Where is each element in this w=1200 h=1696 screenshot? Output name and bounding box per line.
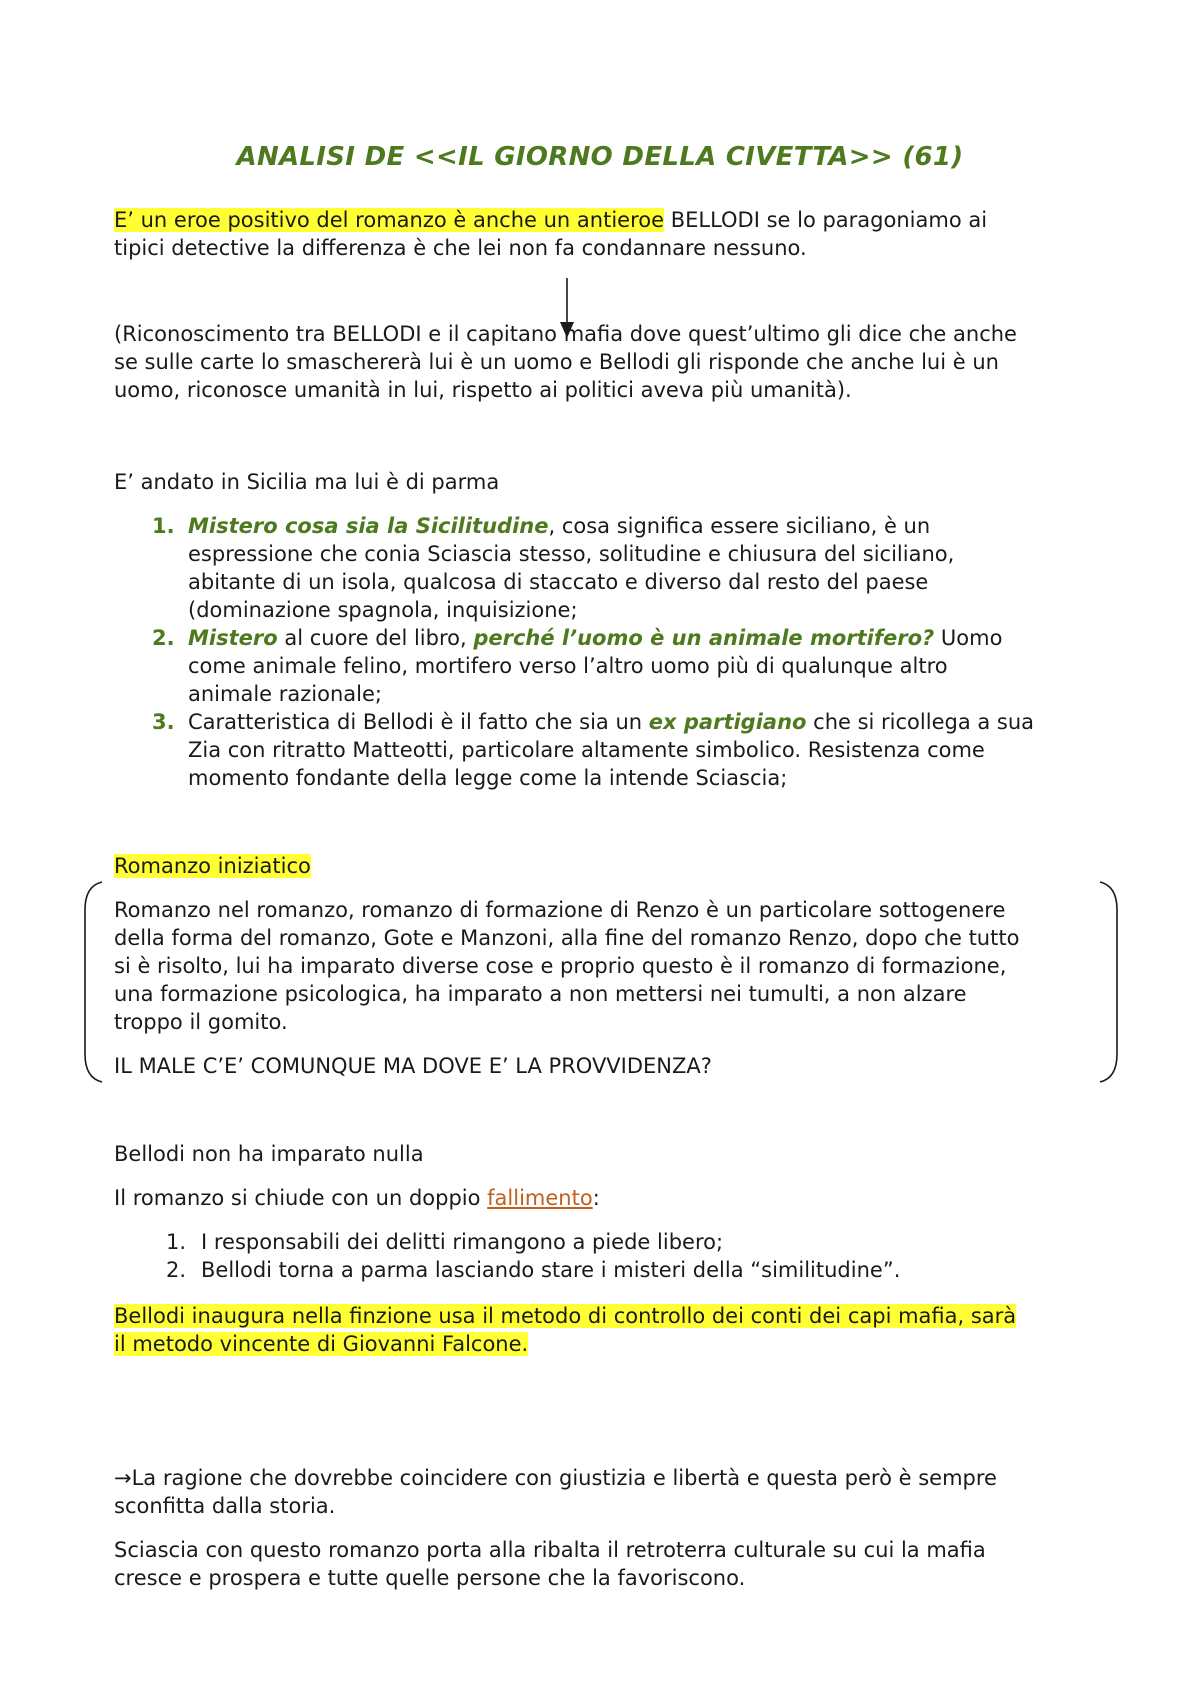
intro-paragraph: E’ un eroe positivo del romanzo è anche un antieroe BELLODI se lo paragoniamo ai tipici detective la differenza è che lei non fa condannare nessuno.	[114, 208, 988, 260]
document-title: ANALISI DE <<IL GIORNO DELLA CIVETTA>> (61)	[236, 142, 964, 172]
failure-paragraph: Il romanzo si chiude con un doppio fallimento:	[114, 1186, 600, 1210]
recognition-paragraph: (Riconoscimento tra BELLODI e il capitano mafia dove quest’ultimo gli dice che anche se sulle carte lo smaschererà lui è un uomo e Bellodi gli risponde che anche lui è un uomo, riconosce umanità in lui, rispetto ai politici aveva più umanità).	[114, 322, 1017, 402]
right-arrow-icon: →	[114, 1466, 132, 1490]
left-brace-icon	[82, 880, 104, 1084]
novel-in-novel-paragraph: Romanzo nel romanzo, romanzo di formazione di Renzo è un particolare sottogenere della forma del romanzo, Gote e Manzoni, alla fine del romanzo Renzo, dopo che tutto si è risolto, lui ha imparato diverse cose e proprio questo è il romanzo di formazione, una formazione psicologica, ha imparato a non mettersi nei tumulti, a non alzare troppo il gomito.	[114, 898, 1020, 1034]
reason-paragraph: →La ragione che dovrebbe coincidere con giustizia e libertà e questa però è sempre sconfitta dalla storia.	[114, 1466, 997, 1518]
failure-list	[114, 1228, 1094, 1284]
initiation-heading: Romanzo iniziatico	[114, 854, 311, 878]
list-item: 3. Caratteristica di Bellodi è il fatto che sia un ex partigiano che si ricollega a sua Zia con ritratto Matteotti, particolare altamente simbolico. Resistenza come momento fondante della legge come la intende Sciascia;	[152, 710, 1035, 790]
list-item: 2. Bellodi torna a parma lasciando stare i misteri della “similitudine”.	[166, 1258, 901, 1282]
sicily-paragraph: E’ andato in Sicilia ma lui è di parma	[114, 470, 500, 494]
providence-question: IL MALE C’E’ COMUNQUE MA DOVE E’ LA PROVVIDENZA?	[114, 1054, 712, 1078]
bellodi-learned-paragraph: Bellodi non ha imparato nulla	[114, 1142, 424, 1166]
falcone-paragraph: Bellodi inaugura nella finzione usa il metodo di controllo dei conti dei capi mafia, sarà il metodo vincente di Giovanni Falcone.	[114, 1304, 1017, 1356]
list-item: 1. Mistero cosa sia la Sicilitudine, cosa significa essere siciliano, è un espressione che conia Sciascia stesso, solitudine e chiusura del siciliano, abitante di un isola, qualcosa di staccato e diverso dal resto del paese (dominazione spagnola, inquisizione;	[152, 514, 955, 622]
mystery-list	[114, 512, 1094, 792]
failure-link[interactable]: fallimento	[487, 1186, 593, 1210]
right-brace-icon	[1098, 880, 1120, 1084]
list-item: 1. I responsabili dei delitti rimangono a piede libero;	[166, 1230, 724, 1254]
list-item: 2. Mistero al cuore del libro, perché l’uomo è un animale mortifero? Uomo come animale felino, mortifero verso l’altro uomo più di qualunque altro animale razionale;	[152, 626, 1003, 706]
highlighted-text: E’ un eroe positivo del romanzo è anche un antieroe	[114, 208, 665, 232]
conclusion-paragraph: Sciascia con questo romanzo porta alla ribalta il retroterra culturale su cui la mafia cresce e prospera e tutte quelle persone che la favoriscono.	[114, 1538, 986, 1590]
